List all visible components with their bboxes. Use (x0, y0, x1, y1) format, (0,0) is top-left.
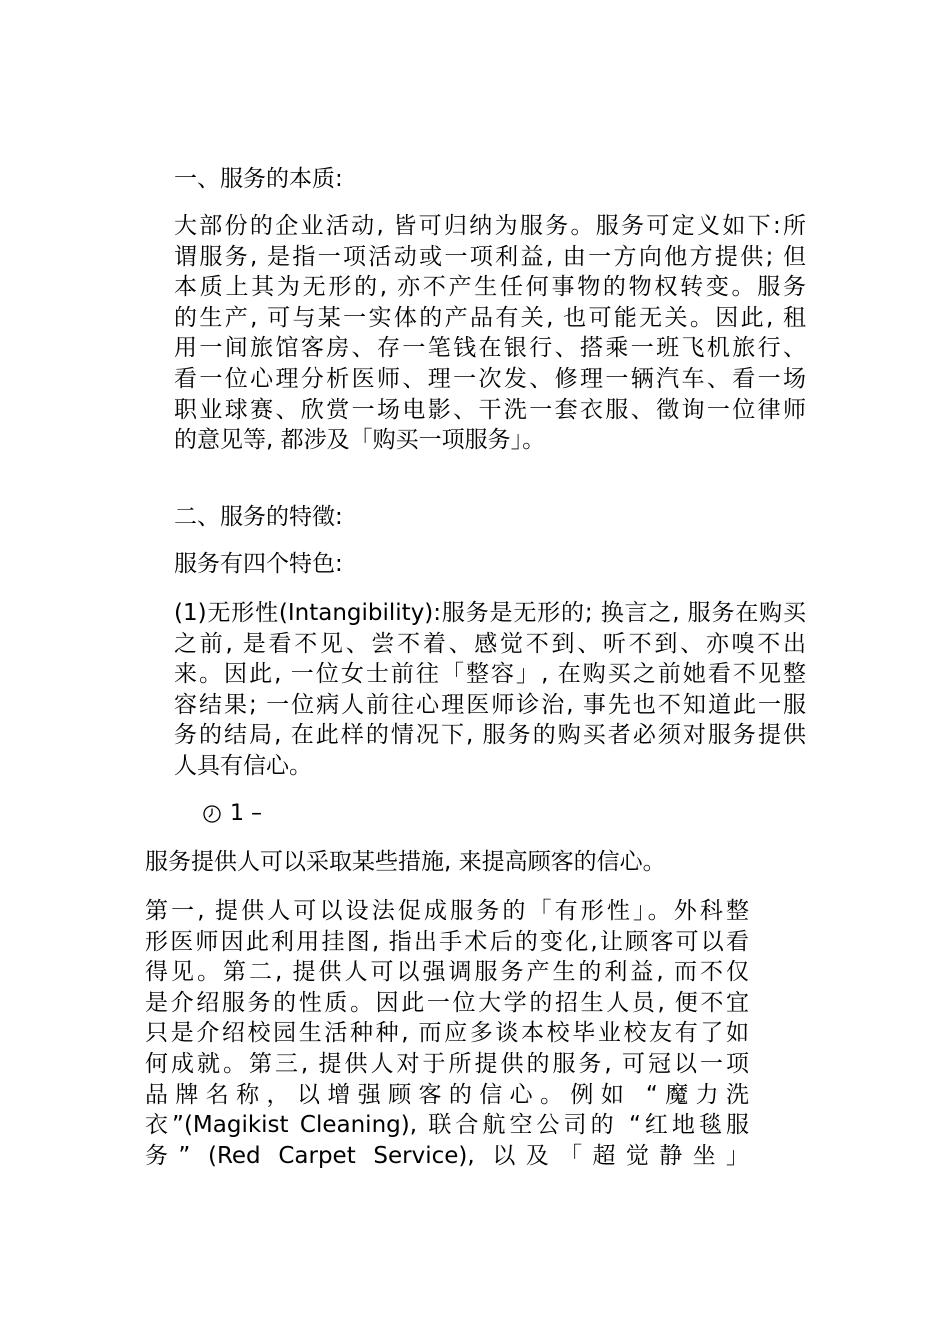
section1-heading: 一、服务的本质: (174, 166, 343, 192)
section2-intro: 服务有四个特色: (174, 551, 343, 577)
body2-intro: 服务提供人可以采取某些措施, 来提高顾客的信心。 (145, 849, 666, 875)
paragraph-line: 来。因此, 一位女士前往「整容」, 在购买之前她看不见整 (174, 661, 806, 688)
paragraph-line: 职业球赛、欣赏一场电影、干洗一套衣服、徵询一位律师 (174, 396, 806, 423)
page-number-text: 1 – (230, 801, 262, 826)
paragraph-line: 得见。第二, 提供人可以强调服务产生的利益, 而不仅 (145, 959, 749, 986)
paragraph-line: 人具有信心。 (174, 752, 312, 779)
section1-paragraph (174, 211, 806, 456)
paragraph-line: 只是介绍校园生活种种, 而应多谈本校毕业校友有了如 (145, 1020, 749, 1047)
paragraph-line: 看一位心理分析医师、理一次发、修理一辆汽车、看一场 (174, 365, 806, 392)
paragraph-line: 品牌名称，以增强顾客的信心。例如 “魔力洗 (145, 1081, 749, 1108)
paragraph-line: 用一间旅馆客房、存一笔钱在银行、搭乘一班飞机旅行、 (174, 335, 806, 362)
paragraph-line: 之前, 是看不见、尝不着、感觉不到、听不到、亦嗅不出 (174, 630, 806, 657)
clock-icon (202, 804, 222, 824)
paragraph-line: 的意见等, 都涉及「购买一项服务」。 (174, 427, 546, 454)
paragraph-line: 容结果; 一位病人前往心理医师诊治, 事先也不知道此一服 (174, 691, 806, 718)
paragraph-line: 第一, 提供人可以设法促成服务的「有形性」。外科整 (145, 898, 749, 924)
section2-paragraph (174, 598, 806, 782)
paragraph-line: 大部份的企业活动, 皆可归纳为服务。服务可定义如下:所 (174, 213, 806, 239)
paragraph-line: (1)无形性(Intangibility):服务是无形的; 换言之, 服务在购买 (174, 600, 806, 626)
paragraph-line: 衣”(Magikist Cleaning), 联合航空公司的 “红地毯服 (145, 1112, 749, 1139)
paragraph-line: 务” (Red Carpet Service), 以及「超觉静坐」 (145, 1142, 749, 1169)
paragraph-line: 的生产, 可与某一实体的产品有关, 也可能无关。因此, 租 (174, 304, 806, 331)
section2-heading: 二、服务的特徵: (174, 504, 343, 530)
paragraph-line: 是介绍服务的性质。因此一位大学的招生人员, 便不宜 (145, 989, 749, 1016)
paragraph-line: 本质上其为无形的, 亦不产生任何事物的物权转变。服务 (174, 274, 806, 301)
paragraph-line: 务的结局, 在此样的情况下, 服务的购买者必须对服务提供 (174, 722, 806, 749)
paragraph-line: 形医师因此利用挂图, 指出手术后的变化,让顾客可以看 (145, 928, 749, 955)
page-number (202, 799, 262, 829)
body2-paragraph (145, 896, 749, 1171)
paragraph-line: 何成就。第三, 提供人对于所提供的服务, 可冠以一项 (145, 1050, 749, 1077)
paragraph-line: 谓服务, 是指一项活动或一项利益, 由一方向他方提供; 但 (174, 243, 806, 270)
